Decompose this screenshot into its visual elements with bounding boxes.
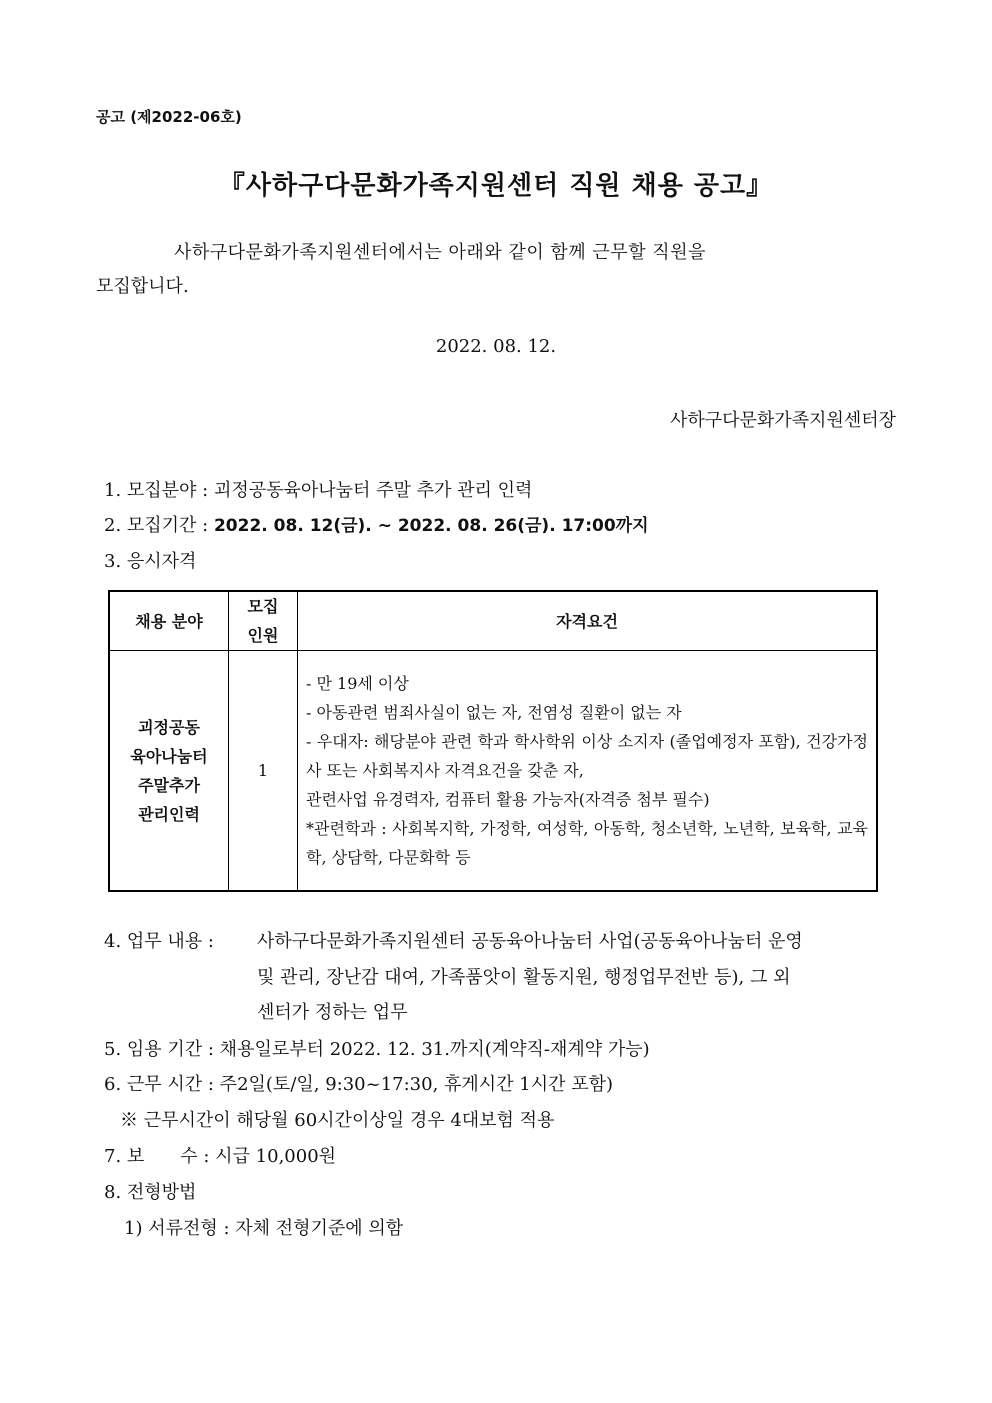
duties-line-1: 사하구다문화가족지원센터 공동육아나눔터 사업(공동육아나눔터 운영	[257, 931, 803, 952]
insurance-note: ※ 근무시간이 해당월 60시간이상일 경우 4대보험 적용	[120, 1110, 555, 1131]
table-row	[109, 651, 877, 892]
header-count	[229, 591, 298, 651]
employment-period: 5. 임용 기간 : 채용일로부터 2022. 12. 31.까지(계약직-재계약 가능)	[104, 1039, 650, 1060]
header-field: 채용 분야	[109, 591, 229, 651]
qualification-heading: 3. 응시자격	[104, 551, 197, 572]
recruit-period-value: 2022. 08. 12(금). ~ 2022. 08. 26(금). 17:00까지	[213, 516, 649, 536]
recruit-period	[104, 511, 649, 537]
field-line: 관리인력	[138, 804, 200, 824]
recruit-period-label: 2. 모집기간 :	[104, 515, 214, 536]
cell-requirements	[298, 651, 878, 892]
cell-count: 1	[229, 651, 298, 892]
selection-step-1: 1) 서류전형 : 자체 전형기준에 의함	[124, 1218, 404, 1239]
intro-line-2: 모집합니다.	[96, 276, 189, 297]
recruit-field: 1. 모집분야 : 괴정공동육아나눔터 주말 추가 관리 인력	[104, 480, 533, 501]
notice-number: 공고 (제2022-06호)	[96, 108, 242, 126]
requirement-line: *관련학과 : 사회복지학, 가정학, 여성학, 아동학, 청소년학, 노년학, 보육학, 교육학, 상담학, 다문화학 등	[306, 819, 868, 867]
header-count-line-1: 모집	[247, 597, 279, 616]
work-hours: 6. 근무 시간 : 주2일(토/일, 9:30~17:30, 휴게시간 1시간 포함)	[104, 1074, 614, 1095]
field-line: 육아나눔터	[130, 746, 208, 766]
requirement-line: 관련사업 유경력자, 컴퓨터 활용 가능자(자격증 첨부 필수)	[306, 790, 710, 809]
duties-line-2: 및 관리, 장난감 대여, 가족품앗이 활동지원, 행정업무전반 등), 그 외	[257, 967, 791, 988]
salary: 7. 보 수 : 시급 10,000원	[104, 1146, 337, 1167]
header-count-line-2: 인원	[247, 626, 279, 645]
cell-field	[109, 651, 229, 892]
organization-signature: 사하구다문화가족지원센터장	[669, 410, 896, 431]
notice-date: 2022. 08. 12.	[435, 336, 557, 357]
duties-label: 4. 업무 내용 :	[104, 931, 214, 952]
requirement-line: - 만 19세 이상	[306, 674, 409, 693]
selection-heading: 8. 전형방법	[104, 1182, 197, 1203]
duties-line-3: 센터가 정하는 업무	[257, 1002, 408, 1023]
field-line: 괴정공동	[138, 717, 200, 737]
requirement-line: - 아동관련 범죄사실이 없는 자, 전염성 질환이 없는 자	[306, 703, 682, 722]
qualification-table	[108, 590, 878, 892]
header-requirements: 자격요건	[298, 591, 878, 651]
requirement-line: - 우대자: 해당분야 관련 학과 학사학위 이상 소지자 (졸업예정자 포함), 건강가정사 또는 사회복지사 자격요건을 갖춘 자,	[306, 732, 868, 780]
page-title: 『사하구다문화가족지원센터 직원 채용 공고』	[218, 171, 774, 201]
field-line: 주말추가	[138, 775, 200, 795]
table-header-row	[109, 591, 877, 651]
intro-line-1: 사하구다문화가족지원센터에서는 아래와 같이 함께 근무할 직원을	[174, 242, 706, 263]
